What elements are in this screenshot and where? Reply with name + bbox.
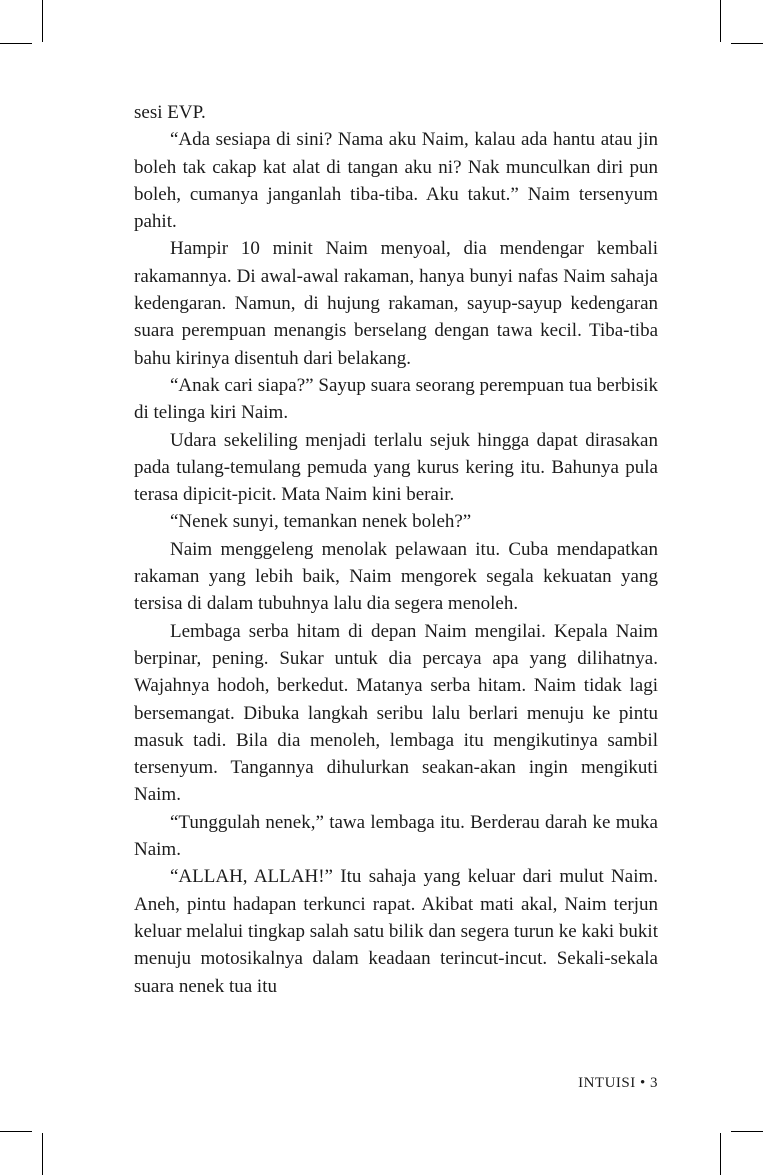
paragraph: Hampir 10 minit Naim menyoal, dia mendengar kembali rakamannya. Di awal-awal rakaman, hanya bunyi nafas Naim sahaja kedengaran. Namun, di hujung rakaman, sayup-sayup kedengaran suara perempuan menangis berselang dengan tawa kecil. Tiba-tiba bahu kirinya disentuh dari belakang.	[134, 238, 658, 369]
body-text	[134, 99, 658, 1000]
paragraph: “Anak cari siapa?” Sayup suara seorang perempuan tua berbisik di telinga kiri Naim.	[134, 374, 658, 424]
crop-mark-bottom-right-horizontal	[731, 1131, 763, 1132]
running-footer: INTUISI • 3	[578, 1075, 658, 1091]
paragraph: “Ada sesiapa di sini? Nama aku Naim, kalau ada hantu atau jin boleh tak cakap kat alat di tangan aku ni? Nak munculkan diri pun boleh, cumanya janganlah tiba-tiba. Aku takut.” Naim tersenyum pahit.	[134, 129, 658, 233]
paragraph: Naim menggeleng menolak pelawaan itu. Cuba mendapatkan rakaman yang lebih baik, Naim mengorek segala kekuatan yang tersisa di dalam tubuhnya lalu dia segera menoleh.	[134, 538, 658, 615]
paragraph: “ALLAH, ALLAH!” Itu sahaja yang keluar dari mulut Naim. Aneh, pintu hadapan terkunci rapat. Akibat mati akal, Naim terjun keluar melalui tingkap salah satu bilik dan segera turun ke kaki bukit menuju motosikalnya dalam keadaan terincut-incut. Sekali-sekala suara nenek tua itu	[134, 866, 658, 997]
crop-mark-bottom-left-horizontal	[0, 1131, 32, 1132]
crop-mark-top-left-horizontal	[0, 43, 32, 44]
paragraph: sesi EVP.	[134, 102, 206, 123]
paragraph: “Nenek sunyi, temankan nenek boleh?”	[170, 511, 472, 533]
crop-mark-top-right-vertical	[720, 0, 721, 42]
crop-mark-bottom-right-vertical	[720, 1133, 721, 1175]
paragraph: Lembaga serba hitam di depan Naim mengilai. Kepala Naim berpinar, pening. Sukar untuk dia percaya apa yang dilihatnya. Wajahnya hodoh, berkedut. Matanya serba hitam. Naim tidak lagi bersemangat. Dibuka langkah seribu lalu berlari menuju ke pintu masuk tadi. Bila dia menoleh, lembaga itu mengikutinya sambil tersenyum. Tangannya dihulurkan seakan-akan ingin mengikuti Naim.	[134, 620, 658, 806]
crop-mark-top-right-horizontal	[731, 43, 763, 44]
crop-mark-bottom-left-vertical	[42, 1133, 43, 1175]
crop-mark-top-left-vertical	[42, 0, 43, 42]
paragraph: “Tunggulah nenek,” tawa lembaga itu. Berderau darah ke muka Naim.	[134, 811, 658, 861]
paragraph: Udara sekeliling menjadi terlalu sejuk hingga dapat dirasakan pada tulang-temulang pemuda yang kurus kering itu. Bahunya pula terasa dipicit-picit. Mata Naim kini berair.	[134, 429, 658, 506]
